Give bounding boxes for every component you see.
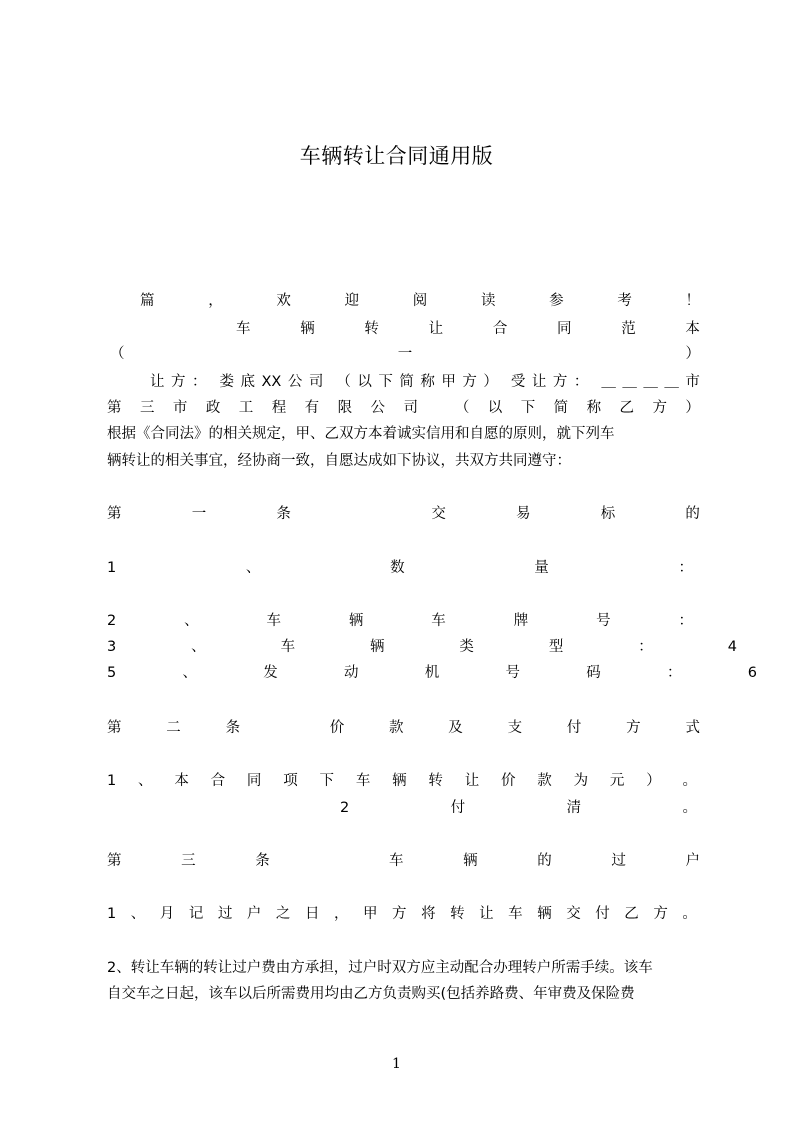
- text-line-item3: [107, 638, 737, 656]
- text-token: 4: [727, 639, 737, 655]
- text-token: 本: [685, 321, 700, 337]
- page-number: 1: [392, 1056, 401, 1072]
- text-token: 市: [685, 374, 700, 390]
- text-line-art3: [107, 852, 700, 870]
- text-token: 读: [480, 293, 496, 309]
- text-token: 辆: [300, 321, 315, 337]
- text-token: 方: [653, 906, 668, 922]
- text-token: 款: [388, 720, 404, 736]
- text-line-art2: [107, 719, 700, 737]
- text-token: 方: [652, 400, 667, 416]
- text-token: ：: [192, 374, 207, 390]
- text-token: 称: [420, 374, 435, 390]
- text-token: 、: [184, 613, 199, 629]
- text-token: 发: [263, 665, 278, 681]
- text-line-fee2: 自交车之日起，该车以后所需费用均由乙方负责购买(包括养路费、年审费及保险费: [107, 986, 635, 1002]
- text-token: 清: [566, 800, 582, 816]
- text-token: 车: [355, 773, 371, 789]
- text-token: 第: [107, 720, 122, 736]
- text-line-item2: [107, 612, 693, 630]
- text-line-fee1: 2、转让车辆的转让过户费由方承担，过户时双方应主动配合办理转户所需手续。该车: [107, 960, 653, 976]
- text-token: 甲: [363, 906, 378, 922]
- text-token: （: [336, 374, 351, 390]
- text-token: 将: [421, 906, 436, 922]
- text-token: 以: [487, 400, 503, 416]
- text-token: 3: [107, 639, 117, 655]
- text-token: 称: [586, 400, 602, 416]
- text-line-transferor: [150, 373, 700, 391]
- text-token: 车: [266, 613, 282, 629]
- text-token: 日: [304, 906, 320, 922]
- text-token: 方: [392, 906, 407, 922]
- text-token: 数: [390, 560, 405, 576]
- text-token: 、: [130, 906, 146, 922]
- text-token: 类: [459, 639, 474, 655]
- text-token: 辆: [348, 613, 364, 629]
- text-token: 方: [626, 720, 641, 736]
- text-token: 考: [617, 293, 632, 309]
- text-token: 限: [337, 400, 353, 416]
- text-token: 易: [516, 506, 531, 522]
- text-token: 价: [329, 720, 345, 736]
- text-token: 动: [343, 665, 359, 681]
- text-token: 下: [319, 773, 335, 789]
- text-token: ：: [678, 613, 693, 629]
- text-token: 简: [399, 374, 414, 390]
- text-token: 车: [236, 321, 251, 337]
- text-token: 式: [685, 720, 700, 736]
- text-token: 付: [450, 800, 466, 816]
- text-line-greeting: [140, 292, 700, 310]
- text-token: 的: [685, 506, 700, 522]
- text-token: 司: [403, 400, 418, 416]
- text-token: 同: [557, 321, 572, 337]
- text-token: 元: [609, 773, 625, 789]
- text-token: 阅: [412, 293, 428, 309]
- text-token: 让: [150, 374, 165, 390]
- text-token: ＿: [664, 374, 679, 390]
- text-line-basis1: 根据《合同法》的相关规定，甲、乙双方本着诚实信用和自愿的原则，就下列车: [107, 426, 615, 442]
- text-token: 第: [107, 853, 122, 869]
- text-line-subtitle: [236, 320, 700, 338]
- text-token: 乙: [624, 906, 639, 922]
- text-token: 司: [308, 374, 324, 390]
- text-token: 公: [370, 400, 385, 416]
- text-token: 1: [107, 773, 117, 789]
- text-token: 迎: [344, 293, 360, 309]
- text-token: ）: [483, 374, 498, 390]
- text-token: 1: [107, 560, 117, 576]
- text-token: 程: [271, 400, 287, 416]
- text-token: 、: [245, 560, 261, 576]
- text-token: 条: [255, 853, 270, 869]
- text-token: 付: [595, 906, 610, 922]
- text-token: 付: [566, 720, 582, 736]
- text-token: 辆: [537, 906, 552, 922]
- text-token: 车: [280, 639, 296, 655]
- text-token: 市: [172, 400, 188, 416]
- text-token: ：: [678, 560, 693, 576]
- text-token: 下: [520, 400, 536, 416]
- text-line-paren: [110, 345, 700, 363]
- text-token: ：: [666, 665, 682, 681]
- text-token: ）: [685, 400, 700, 416]
- text-line-price1: [107, 772, 697, 790]
- text-token: ，: [208, 293, 223, 309]
- text-token: 有: [304, 400, 320, 416]
- text-token: 篇: [140, 293, 155, 309]
- text-token: 甲: [441, 374, 456, 390]
- text-token: 一: [191, 506, 207, 522]
- text-token: 码: [586, 665, 601, 681]
- text-token: 三: [139, 400, 155, 416]
- text-token: 转: [450, 906, 465, 922]
- text-token: 第: [107, 400, 122, 416]
- text-token: 支: [507, 720, 523, 736]
- text-token: 同: [246, 773, 262, 789]
- text-token: 户: [246, 906, 262, 922]
- text-token: 过: [611, 853, 626, 869]
- text-token: 工: [238, 400, 254, 416]
- text-token: ＿: [601, 374, 616, 390]
- text-token: XX: [261, 374, 282, 390]
- text-token: 车: [431, 613, 446, 629]
- text-token: 车: [389, 853, 404, 869]
- text-token: ＿: [622, 374, 637, 390]
- text-token: 以: [357, 374, 372, 390]
- text-token: 二: [166, 720, 181, 736]
- text-line-item1: [107, 559, 693, 577]
- text-token: 、: [138, 773, 153, 789]
- text-line-transfer1: [107, 905, 697, 923]
- text-token: 方: [552, 374, 568, 390]
- text-token: 号: [596, 613, 611, 629]
- text-token: 简: [553, 400, 569, 416]
- text-token: 牌: [513, 613, 529, 629]
- text-line-price2: [340, 799, 697, 817]
- text-token: （: [110, 346, 125, 362]
- text-token: 车: [508, 906, 523, 922]
- text-token: （: [454, 400, 470, 416]
- text-token: 辆: [370, 639, 385, 655]
- text-token: 为: [573, 773, 589, 789]
- text-token: 范: [621, 321, 636, 337]
- text-token: 转: [428, 773, 443, 789]
- text-token: ，: [333, 906, 349, 922]
- text-token: 及: [448, 720, 463, 736]
- text-token: 公: [287, 374, 303, 390]
- text-token: 交: [566, 906, 581, 922]
- text-token: 底: [240, 374, 255, 390]
- text-token: 款: [537, 773, 552, 789]
- text-token: 第: [107, 506, 122, 522]
- text-token: 合: [210, 773, 226, 789]
- text-token: 交: [431, 506, 446, 522]
- text-token: 参: [549, 293, 564, 309]
- text-token: 5: [107, 665, 117, 681]
- text-token: 1: [107, 906, 117, 922]
- text-token: 2: [107, 613, 117, 629]
- text-token: 的: [537, 853, 552, 869]
- text-token: 户: [685, 853, 700, 869]
- text-line-item5: [107, 664, 757, 682]
- text-token: 条: [225, 720, 241, 736]
- text-line-basis2: 辆转让的相关事宜，经协商一致，自愿达成如下协议，共双方共同遵守：: [107, 453, 571, 469]
- text-token: 方: [171, 374, 186, 390]
- text-token: ：: [573, 374, 589, 390]
- text-token: 娄: [219, 374, 234, 390]
- text-token: 号: [505, 665, 520, 681]
- text-token: 政: [205, 400, 221, 416]
- text-token: 辆: [392, 773, 407, 789]
- text-token: 。: [682, 906, 697, 922]
- text-token: 让: [464, 773, 480, 789]
- text-token: 转: [364, 321, 379, 337]
- text-token: 2: [340, 800, 350, 816]
- text-token: 乙: [619, 400, 634, 416]
- text-token: 量: [534, 560, 549, 576]
- text-token: 项: [283, 773, 298, 789]
- text-token: 下: [378, 374, 393, 390]
- text-token: 记: [188, 906, 204, 922]
- text-token: 6: [747, 665, 757, 681]
- text-token: 价: [501, 773, 516, 789]
- text-token: 条: [276, 506, 291, 522]
- text-token: 一: [397, 346, 413, 362]
- text-token: 过: [217, 906, 233, 922]
- text-token: 月: [159, 906, 175, 922]
- text-token: 让: [479, 906, 494, 922]
- document-title: 车辆转让合同通用版: [299, 144, 494, 168]
- text-token: ：: [638, 639, 653, 655]
- text-token: 辆: [463, 853, 478, 869]
- text-token: 、: [182, 665, 197, 681]
- text-line-art1: [107, 505, 700, 523]
- text-token: ）: [685, 346, 700, 362]
- text-token: 。: [682, 800, 697, 816]
- text-token: 型: [548, 639, 564, 655]
- text-token: 之: [275, 906, 291, 922]
- text-token: ！: [685, 293, 700, 309]
- text-token: 机: [424, 665, 440, 681]
- text-token: 合: [492, 321, 508, 337]
- text-token: ＿: [643, 374, 658, 390]
- text-token: 标: [600, 506, 616, 522]
- text-token: 本: [174, 773, 189, 789]
- text-token: 让: [531, 374, 547, 390]
- text-line-transferee: [107, 399, 700, 417]
- text-token: 方: [462, 374, 477, 390]
- text-token: 让: [428, 321, 444, 337]
- text-token: 三: [181, 853, 196, 869]
- text-token: 、: [191, 639, 206, 655]
- text-token: 。: [682, 773, 697, 789]
- text-token: 欢: [276, 293, 291, 309]
- text-token: ）: [646, 773, 661, 789]
- text-token: 受: [510, 374, 526, 390]
